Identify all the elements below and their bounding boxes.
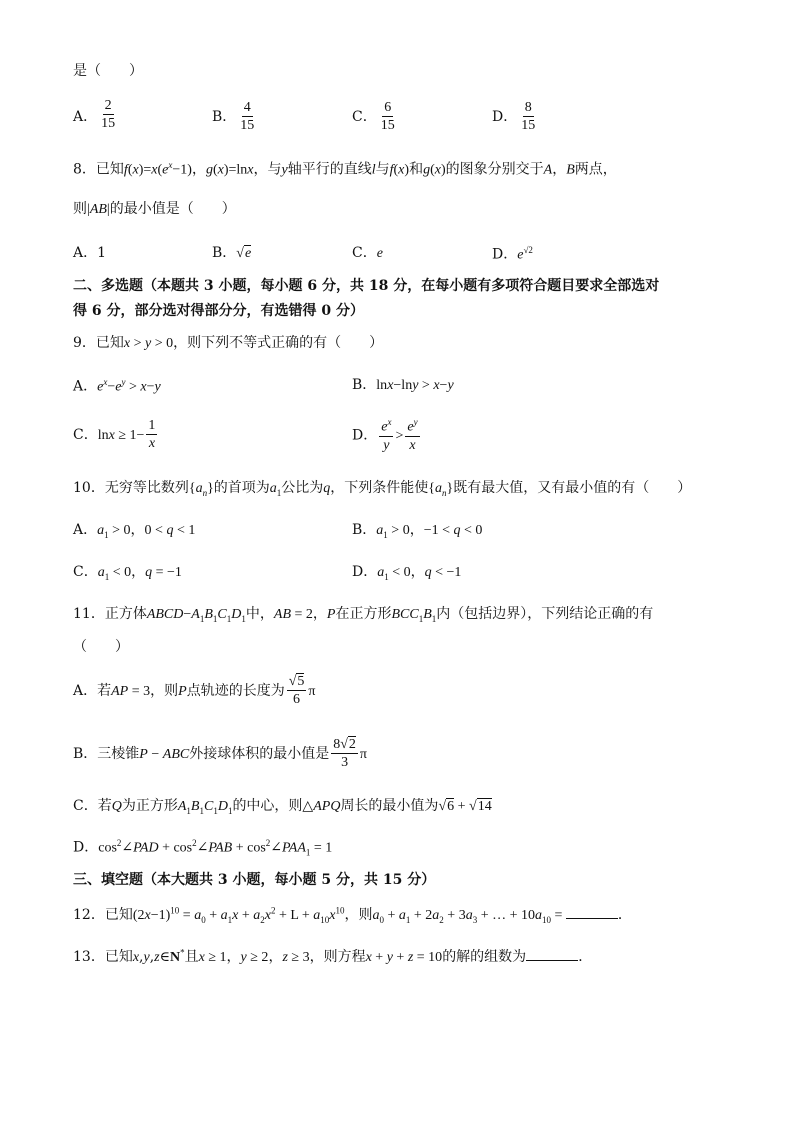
q7-option-d: D． $\frac{8}{15}$ — [492, 100, 536, 134]
q11-option-a: A．若AP = 3，则P点轨迹的长度为 $\frac{√5}{6}$ π — [73, 674, 316, 708]
question-8-stem: 8．已知$f(x)=x(e^x-1)$，g(x)=lnx，与y轴平行的直线l与f(x)和g(x)的图象分别交于A，B两点， — [73, 160, 617, 178]
section-3-heading: 三、填空题（本大题共 3 小题，每小题 5 分，共 15 分） — [73, 872, 436, 888]
q8-option-c: C．e — [352, 245, 383, 261]
question-12: 12．已知$(2x-1)^{10} = a_0 + a_1x + a_2x^2 + L + a_{10}x^{10}$，则$a_0 + a_1 + 2a_2 + 3a_3$ + … + $10a_{10}$ = ． — [73, 905, 632, 925]
q13-answer-blank[interactable] — [526, 948, 578, 961]
question-9-stem: 9．已知x > y > 0，则下列不等式正确的有（ ） — [73, 335, 384, 351]
q7-option-c: C． $\frac{6}{15}$ — [352, 100, 395, 134]
q8-option-d: D．$e^{√2}$ — [492, 245, 533, 263]
q10-option-b: B．$a_1 > 0$，−1 < q < 0 — [352, 522, 483, 540]
q9-option-d: D． $\frac{e^x}{y}$ > $\frac{e^y}{x}$ — [352, 417, 418, 454]
q9-option-a: A．$e^x-e^y > x-y$ — [73, 377, 161, 395]
question-7-continuation: 是（ ） — [73, 63, 143, 79]
question-8-stem-line2: 则|AB|的最小值是（ ） — [73, 201, 236, 217]
q8-option-b: B．√e — [212, 245, 252, 261]
question-11-stem: 11．正方体$ABCD-A_1B_1C_1D_1$中，AB = 2，P在正方形$BCC_1B_1$内（包括边界），下列结论正确的有 — [73, 606, 654, 624]
q11-option-c: C．若Q为正方形$A_1B_1C_1D_1$的中心，则△APQ周长的最小值为√6 + √14 — [73, 798, 492, 816]
q8-option-a: A．1 — [73, 245, 107, 261]
q9-option-b: B．lnx−lny > x−y — [352, 377, 454, 393]
question-11-stem-line2: （ ） — [73, 639, 129, 655]
question-10-stem: 10．无穷等比数列$\{a_n\}$的首项为$a_1$公比为q，下列条件能使$\{a_n\}$既有最大值，又有最小值的有（ ） — [73, 480, 692, 498]
question-13: 13．已知x,y,z∈N*且x ≥ 1，y ≥ 2，z ≥ 3，则方程x + y + z = 10的解的组数为 ． — [73, 947, 593, 965]
section-2-heading: 二、多选题（本题共 3 小题，每小题 6 分，共 18 分，在每小题有多项符合题目要求全部选对 — [73, 278, 660, 294]
q10-option-c: C．$a_1 < 0$，q = −1 — [73, 564, 182, 582]
q12-answer-blank[interactable] — [566, 906, 618, 919]
q7-option-a: A． $\frac{2}{15}$ — [73, 98, 116, 132]
q9-option-c: C．lnx ≥ 1− $\frac{1}{x}$ — [73, 418, 156, 452]
q11-option-d: D．$\cos^2\angle PAD$ + $\cos^2\angle PAB$ + $\cos^2\angle PAA_1 = 1$ — [73, 838, 333, 858]
q10-option-d: D．$a_1 < 0$，q < −1 — [352, 564, 462, 582]
q10-option-a: A．$a_1 > 0$，0 < q < 1 — [73, 522, 196, 540]
q7-option-b: B． $\frac{4}{15}$ — [212, 100, 255, 134]
section-2-heading-line2: 得 6 分，部分选对得部分分，有选错得 0 分） — [73, 303, 364, 319]
q11-option-b: B．三棱锥P − ABC外接球体积的最小值是 $\frac{8√2}{3}$ π — [73, 737, 367, 771]
